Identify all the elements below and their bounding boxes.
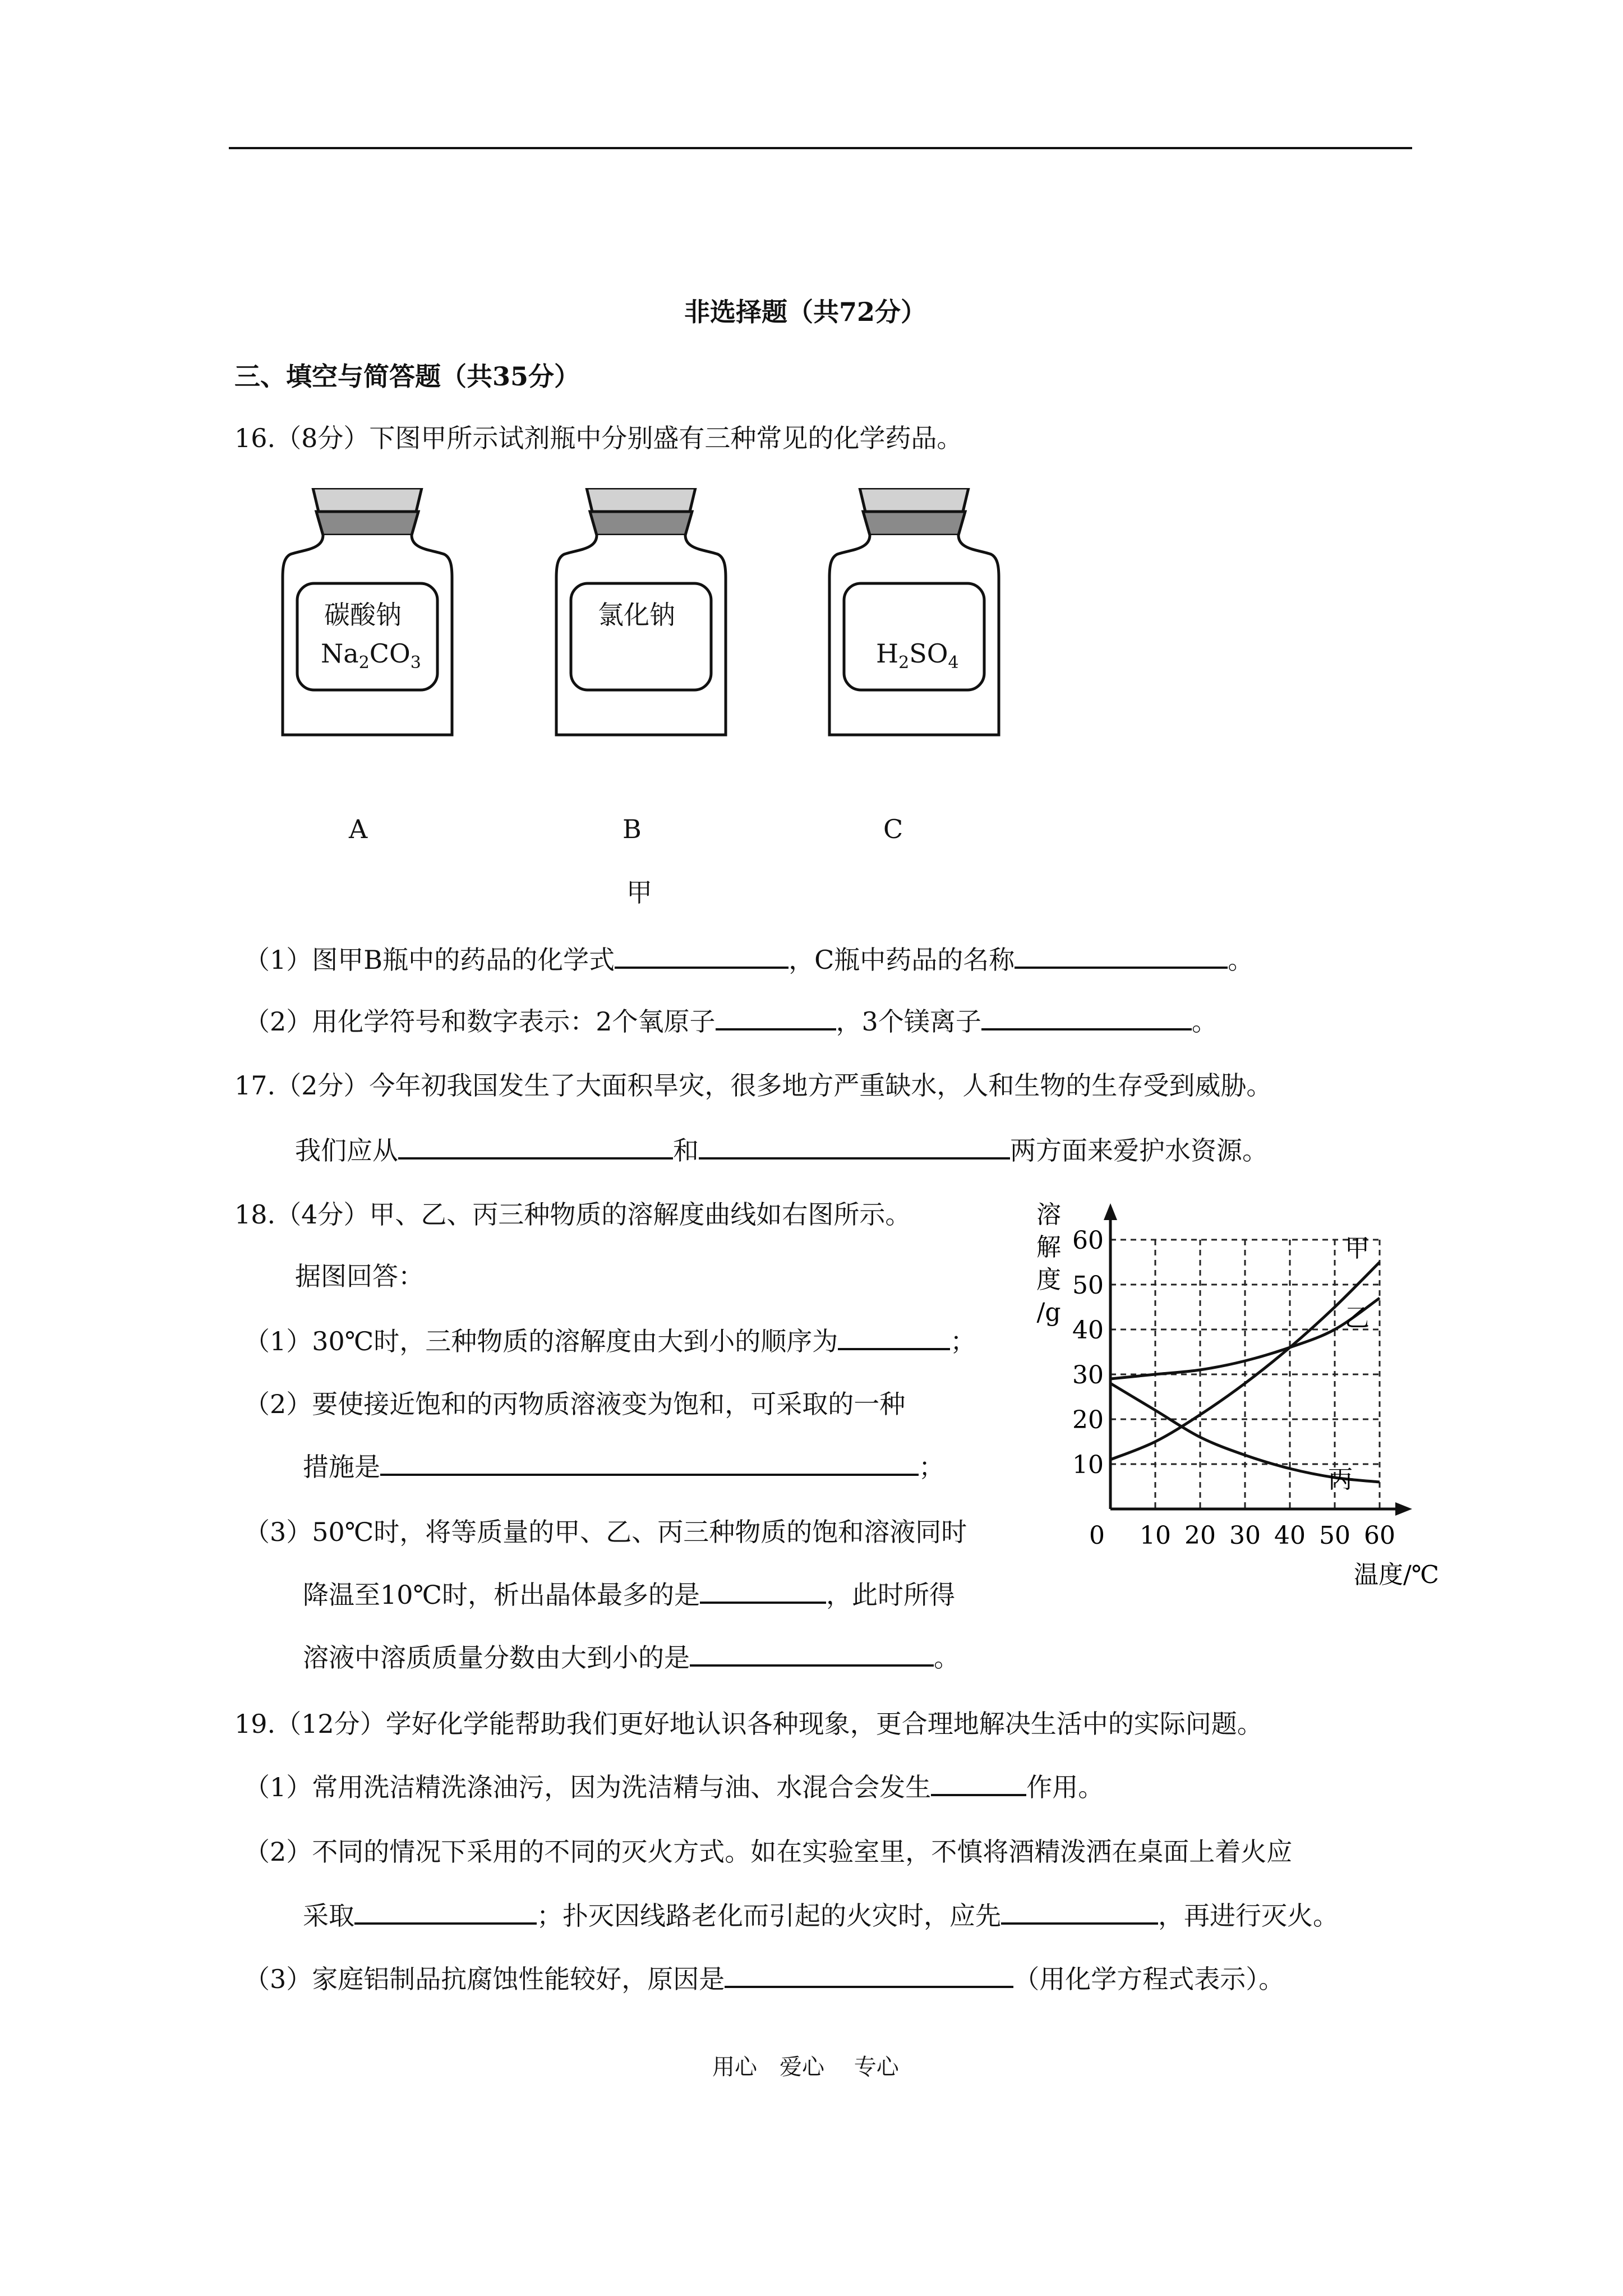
answer-blank[interactable] [981, 1009, 1192, 1030]
answer-blank[interactable] [931, 1775, 1026, 1796]
q18-line1: 18.（4分）甲、乙、丙三种物质的溶解度曲线如右图所示。 [234, 1199, 911, 1230]
answer-blank[interactable] [615, 947, 789, 969]
y-tick-label: 40 [1072, 1316, 1104, 1345]
reagent-bottle-c [827, 488, 1001, 740]
answer-blank[interactable] [838, 1329, 950, 1350]
q19-line1: 19.（12分）学好化学能帮助我们更好地认识各种现象，更合理地解决生活中的实际问题。 [234, 1709, 1263, 1739]
q16-part2: （2）用化学符号和数字表示：2个氧原子 ，3个镁离子 。 [244, 1006, 1218, 1037]
q18-part2-line2: 措施是 ； [303, 1452, 944, 1482]
series-label: 丙 [1328, 1465, 1353, 1494]
answer-blank[interactable] [380, 1455, 919, 1476]
y-tick-label: 20 [1072, 1406, 1104, 1434]
answer-blank[interactable] [725, 1967, 1013, 1988]
x-tick-label: 40 [1274, 1521, 1306, 1550]
q18-part3-line3: 溶液中溶质质量分数由大到小的是 。 [303, 1642, 960, 1673]
x-tick-label: 50 [1319, 1521, 1350, 1550]
q18-line2: 据图回答： [295, 1261, 424, 1291]
y-tick-label: 30 [1072, 1361, 1104, 1389]
origin-label: 0 [1089, 1521, 1105, 1550]
y-axis-label-char: 度 [1036, 1266, 1061, 1294]
answer-blank[interactable] [354, 1903, 537, 1925]
y-axis-label-char: 溶 [1036, 1200, 1061, 1229]
q18-part2-line1: （2）要使接近饱和的丙物质溶液变为饱和，可采取的一种 [244, 1389, 906, 1419]
q16-part1: （1）图甲B瓶中的药品的化学式 ，C瓶中药品的名称 。 [244, 945, 1254, 975]
part-title: 三、填空与简答题（共35分） [234, 361, 580, 392]
section-title: 非选择题（共72分） [684, 297, 927, 327]
q18-part3-line1: （3）50℃时，将等质量的甲、乙、丙三种物质的饱和溶液同时 [244, 1517, 967, 1547]
solubility-curve [1110, 1298, 1380, 1379]
q19-part2-line1: （2）不同的情况下采用的不同的灭火方式。如在实验室里，不慎将酒精泼洒在桌面上着火应 [244, 1837, 1293, 1867]
answer-blank[interactable] [716, 1009, 836, 1030]
q19-part2-line2: 采取 ；扑灭因线路老化而引起的火灾时，应先 ，再进行灭火。 [303, 1901, 1339, 1931]
q17-line1: 17.（2分）今年初我国发生了大面积旱灾，很多地方严重缺水，人和生物的生存受到威胁。 [234, 1070, 1272, 1101]
bottle-a-letter: A [349, 814, 368, 844]
q16-stem: 16.（8分）下图甲所示试剂瓶中分别盛有三种常见的化学药品。 [234, 423, 963, 453]
bottle-a-name: 碳酸钠 [324, 600, 402, 630]
q18-part1: （1）30℃时，三种物质的溶解度由大到小的顺序为 ； [244, 1326, 976, 1356]
x-axis-label: 温度/℃ [1353, 1561, 1440, 1589]
answer-blank[interactable] [1015, 947, 1228, 969]
header-rule [229, 147, 1412, 149]
x-tick-label: 10 [1140, 1521, 1171, 1550]
series-label: 乙 [1345, 1304, 1370, 1332]
bottle-b-letter: B [623, 814, 642, 844]
y-tick-label: 50 [1072, 1271, 1104, 1300]
footer-motto: 用心 爱心 专心 [712, 2054, 899, 2080]
x-tick-label: 60 [1364, 1521, 1395, 1550]
q19-part1: （1）常用洗洁精洗涤油污，因为洗洁精与油、水混合会发生 作用。 [244, 1772, 1104, 1802]
q17-line2: 我们应从 和 两方面来爱护水资源。 [295, 1135, 1268, 1166]
answer-blank[interactable] [699, 1138, 1010, 1159]
bottle-a-formula: $Na_2CO_3$ [321, 638, 421, 673]
x-tick-label: 30 [1229, 1521, 1261, 1550]
figure-caption-jia: 甲 [626, 877, 652, 908]
x-axis-arrow-icon [1395, 1502, 1412, 1516]
answer-blank[interactable] [398, 1138, 673, 1159]
answer-blank[interactable] [1001, 1903, 1158, 1925]
y-tick-label: 60 [1072, 1226, 1104, 1255]
y-tick-label: 10 [1072, 1451, 1104, 1479]
series-label: 甲 [1345, 1234, 1370, 1263]
answer-blank[interactable] [700, 1582, 826, 1604]
y-axis-arrow-icon [1104, 1203, 1117, 1220]
y-axis-label-char: /g [1036, 1298, 1061, 1327]
answer-blank[interactable] [690, 1645, 934, 1667]
x-tick-label: 20 [1184, 1521, 1216, 1550]
bottle-c-letter: C [883, 814, 903, 844]
q19-part3: （3）家庭铝制品抗腐蚀性能较好，原因是 （用化学方程式表示）。 [244, 1964, 1285, 1994]
bottle-c-formula: $H_2SO_4$ [876, 638, 959, 673]
bottle-b-name: 氯化钠 [598, 600, 675, 630]
solubility-chart [1021, 1195, 1447, 1599]
y-axis-label-char: 解 [1036, 1233, 1061, 1262]
q18-part3-line2: 降温至10℃时，析出晶体最多的是 ，此时所得 [303, 1580, 955, 1610]
